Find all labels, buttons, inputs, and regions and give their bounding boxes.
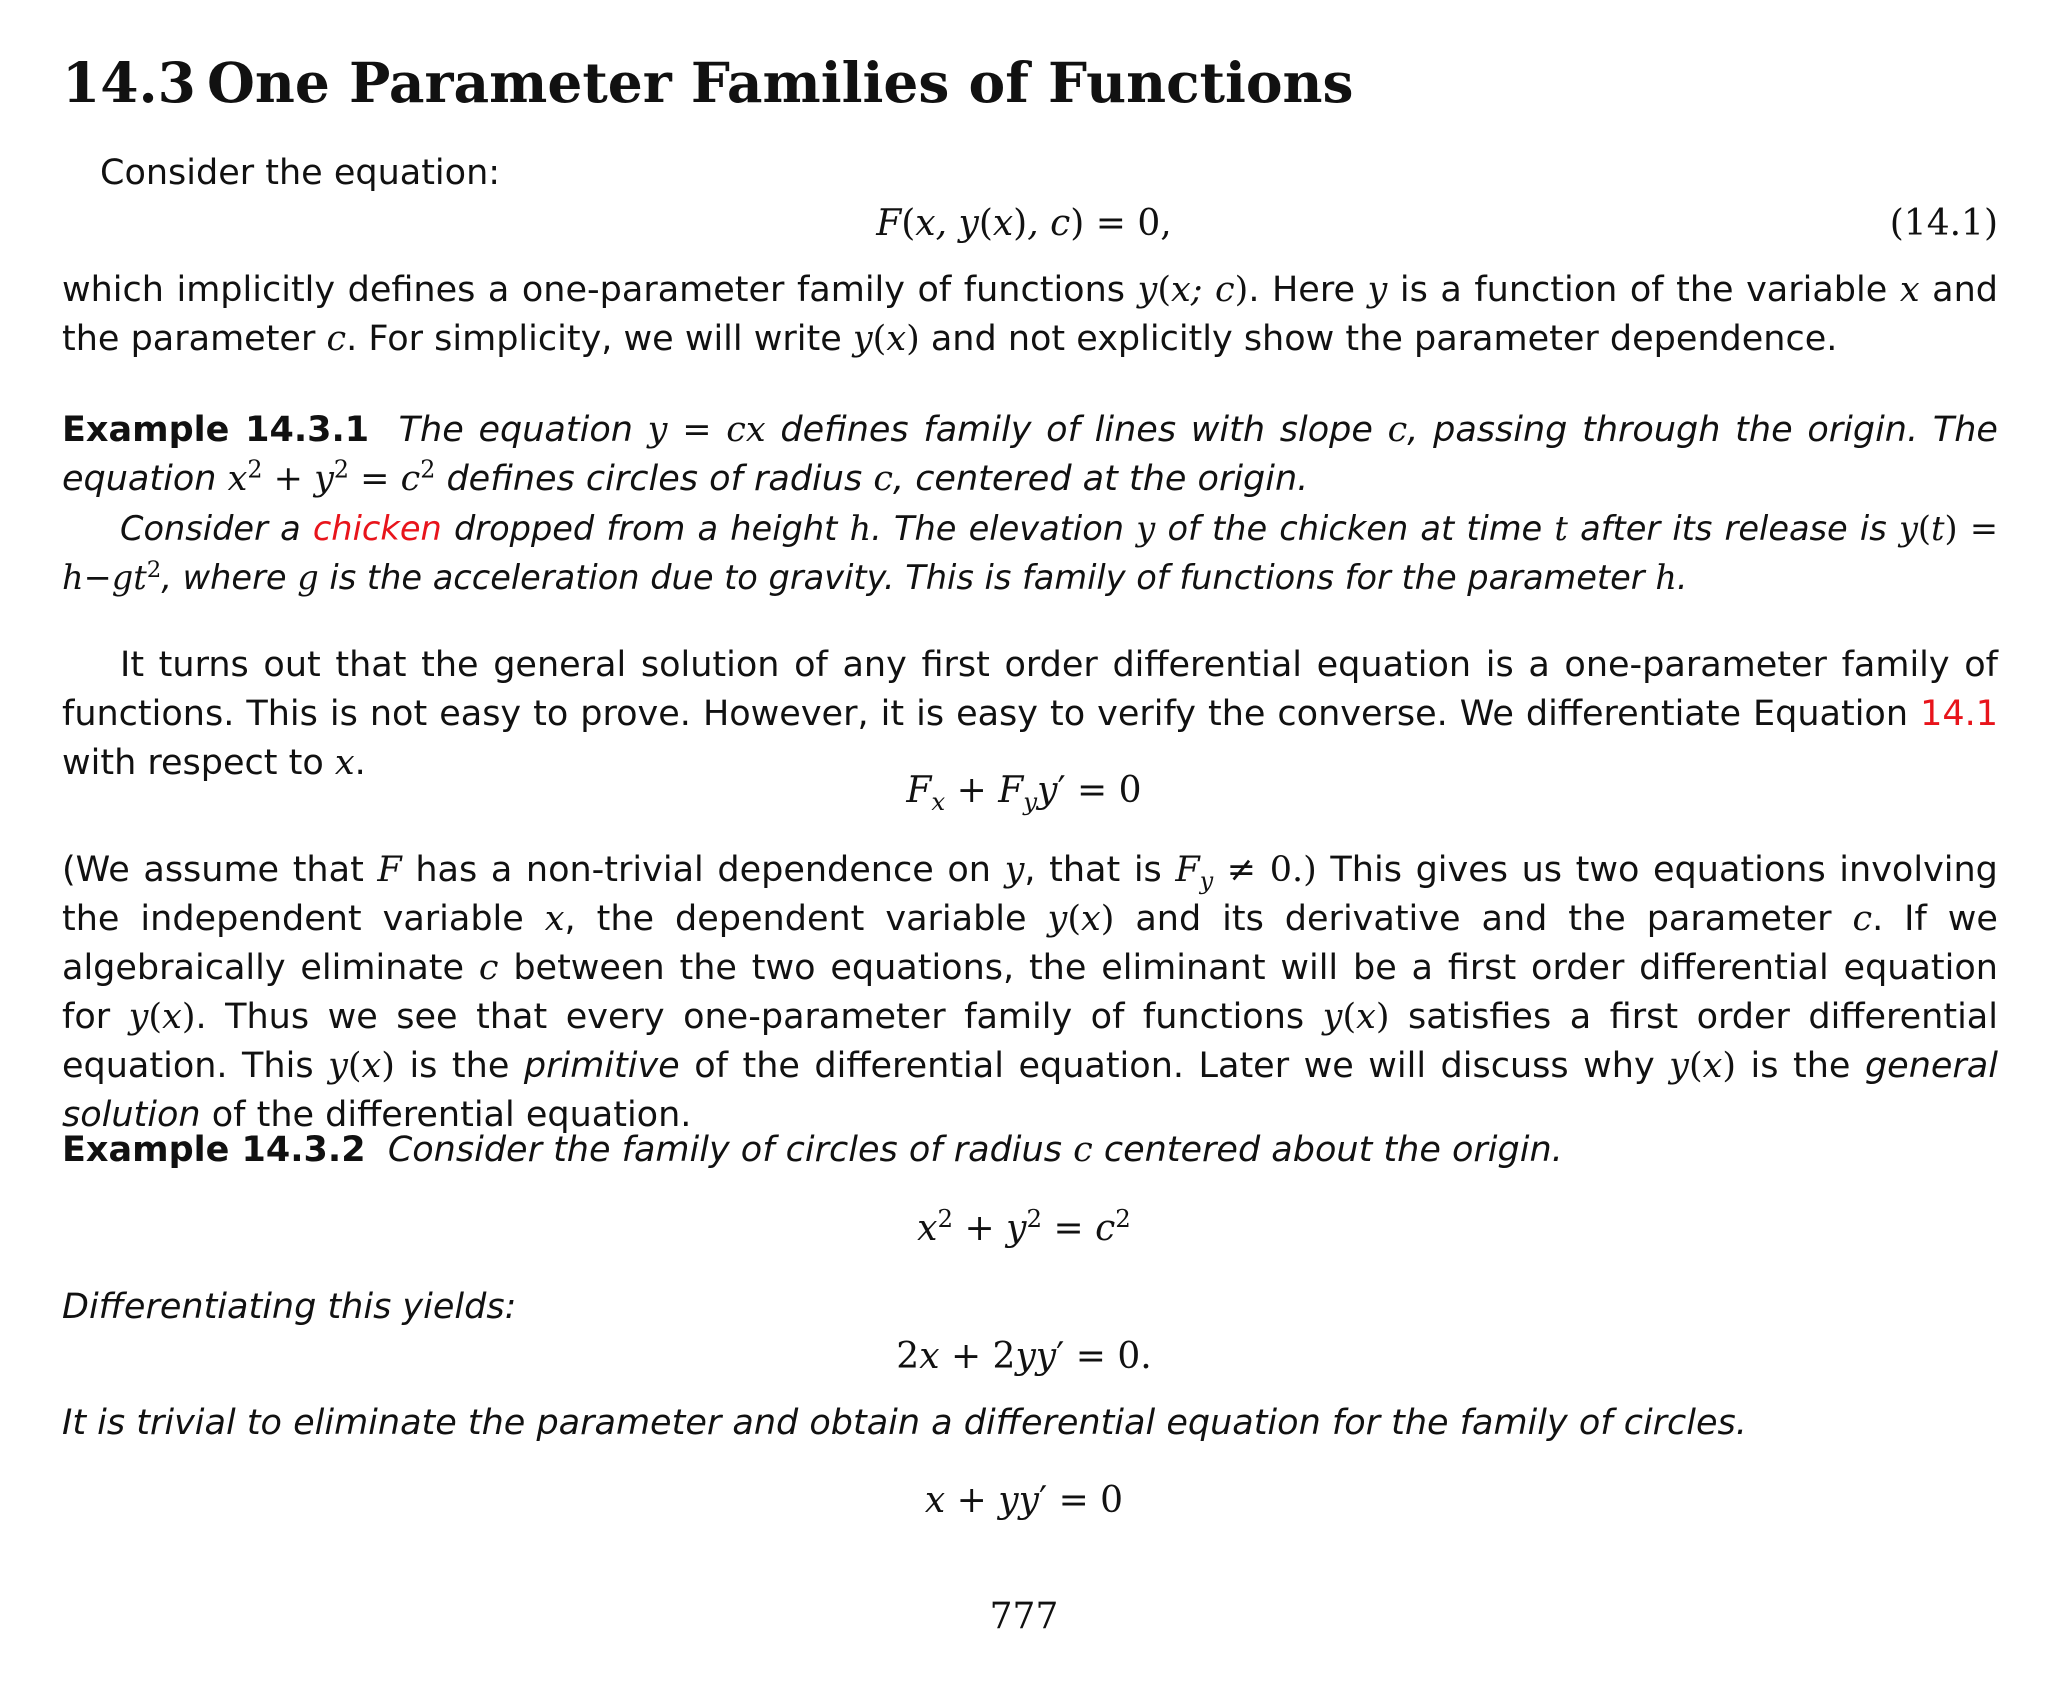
math-inline: y xyxy=(1367,270,1388,310)
general-solution-term: general solution xyxy=(62,1046,1998,1135)
math-inline: y(x) xyxy=(1047,899,1115,939)
body-text: of the differential equation. Later we will discuss why xyxy=(694,1046,1655,1086)
math-inline: $x^2 + y^2 = c^2$ xyxy=(227,455,436,499)
body-text: It turns out that the general solution of any first order differential equation is a one-parameter family of functions. This is not easy to prove. However, it is easy to verify the converse. We differentiate Equation xyxy=(62,645,1998,734)
example-chicken-paragraph: Consider a chicken dropped from a height h. The elevation y of the chicken at time t after its release is $y(t) = h-gt^2$, where g is the acceleration due to gravity. This is family of functions for the parameter h. xyxy=(62,509,1998,597)
example-text: defines family of lines with slope xyxy=(780,410,1373,450)
assumption-paragraph xyxy=(62,846,1998,1140)
body-text: and its derivative and the parameter xyxy=(1135,899,1832,939)
math-inline: x xyxy=(1899,270,1920,310)
math-inline: y(x) xyxy=(852,319,920,359)
intro-text: . For simplicity, we will write xyxy=(346,319,842,359)
math-inline: y(x; c) xyxy=(1137,270,1249,310)
chicken-link[interactable]: chicken xyxy=(312,509,442,548)
example-text: where xyxy=(182,558,287,597)
body-text: (We assume that xyxy=(62,850,364,890)
math-inline: y(x) xyxy=(1669,1046,1737,1086)
math-inline: c xyxy=(1073,1130,1093,1170)
body-text: is the xyxy=(1750,1046,1851,1086)
math-inline: g xyxy=(297,558,319,597)
page-number: 777 xyxy=(989,1596,1059,1637)
body-text: between the two equations, the eliminant will be a first order differential equation for xyxy=(62,948,1998,1037)
example-text: , passing through the origin. The equation xyxy=(62,410,1998,499)
intro-text: and not explicitly show the parameter dependence. xyxy=(930,319,1838,359)
example-text: defines circles of radius xyxy=(446,459,863,499)
example-14-3-2 xyxy=(62,1130,1563,1170)
math-inline: y(x) xyxy=(328,1046,395,1086)
math-inline: $F_y \ne 0$.) xyxy=(1175,850,1317,895)
example-text: after its release is xyxy=(1580,509,1887,548)
example-14-3-1 xyxy=(62,406,1998,504)
intro-paragraph xyxy=(62,266,1998,364)
math-inline: F xyxy=(377,850,402,890)
math-inline: y(x) xyxy=(1322,997,1390,1037)
math-inline: c xyxy=(478,948,499,988)
math-inline: c xyxy=(1852,899,1873,939)
example-text: dropped from a height xyxy=(453,509,838,548)
equation-ref-link[interactable]: 14.1 xyxy=(1920,694,1998,734)
example-text: . The elevation xyxy=(871,509,1125,548)
body-text: of the differential equation. xyxy=(211,1095,692,1135)
math-inline: c xyxy=(873,459,893,499)
body-text: , that is xyxy=(1024,850,1162,890)
example-label: Example 14.3.2 xyxy=(62,1130,366,1170)
body-text: This gives us two equations involving the independent variable xyxy=(62,850,1998,939)
intro-text: which implicitly defines a one-parameter family of functions xyxy=(62,270,1125,310)
intro-text: is a function of the variable xyxy=(1399,270,1888,310)
equation-number: (14.1) xyxy=(1889,203,1998,244)
math-inline: y xyxy=(1136,509,1156,548)
example-text: Consider a xyxy=(120,509,301,548)
example-text: is the acceleration due to gravity. This is family of functions for the parameter xyxy=(329,558,1645,597)
example-text: centered about the origin. xyxy=(1103,1130,1563,1170)
body-text: , the dependent variable xyxy=(564,899,1027,939)
intro-text: . Here xyxy=(1248,270,1355,310)
body-text: . If we algebraically eliminate xyxy=(62,899,1998,988)
section-number: 14.3 xyxy=(62,50,196,115)
body-text: with respect to xyxy=(62,743,324,783)
example-text: The equation xyxy=(398,410,633,450)
math-inline: $y(t) = h-gt^2$ xyxy=(62,509,1998,597)
intro-text: and the parameter xyxy=(62,270,1998,359)
body-text: . Thus we see that every one-parameter family of functions xyxy=(195,997,1305,1037)
math-inline: t xyxy=(1554,509,1568,548)
example-text: , centered at the origin. xyxy=(892,459,1309,499)
intro-consider: Consider the equation: xyxy=(100,153,501,193)
equation-differentiated: 2x + 2yy′ = 0. xyxy=(896,1336,1152,1377)
math-inline: y xyxy=(1004,850,1025,890)
equation-derivative: $F_x + F_yy' = 0$ xyxy=(906,770,1142,817)
primitive-term: primitive xyxy=(523,1046,680,1086)
math-inline: y(x) xyxy=(128,997,196,1037)
trivial-text: It is trivial to eliminate the parameter and obtain a differential equation for the family of circles. xyxy=(62,1403,1747,1443)
math-inline: h xyxy=(1655,558,1677,597)
math-inline: h xyxy=(849,509,872,548)
section-heading xyxy=(62,50,1354,115)
body-text: is the xyxy=(409,1046,510,1086)
body-text: has a non-trivial dependence on xyxy=(415,850,991,890)
general-solution-paragraph: It turns out that the general solution of any first order differential equation is a one-parameter family of functions. This is not easy to prove. However, it is easy to verify the converse. We differentiate Equation 14.1 with respect to x. xyxy=(62,645,1998,783)
example-text: of the chicken at time xyxy=(1167,509,1543,548)
equation-final: x + yy′ = 0 xyxy=(924,1480,1124,1521)
example-text: Consider the family of circles of radius xyxy=(387,1130,1062,1170)
math-inline: c xyxy=(326,319,347,359)
section-title: One Parameter Families of Functions xyxy=(207,50,1354,115)
math-inline: y = cx xyxy=(647,410,766,450)
body-text: satisfies a first order differential equation. This xyxy=(62,997,1998,1086)
math-inline: x xyxy=(334,743,355,783)
math-inline: x xyxy=(544,899,565,939)
example-label: Example 14.3.1 xyxy=(62,410,370,450)
math-inline: c xyxy=(1387,410,1408,450)
equation-circle: $x^2 + y^2 = c^2$ xyxy=(917,1204,1131,1249)
differentiating-text: Differentiating this yields: xyxy=(62,1287,517,1327)
equation-14-1: F(x, y(x), c) = 0, xyxy=(876,203,1172,244)
